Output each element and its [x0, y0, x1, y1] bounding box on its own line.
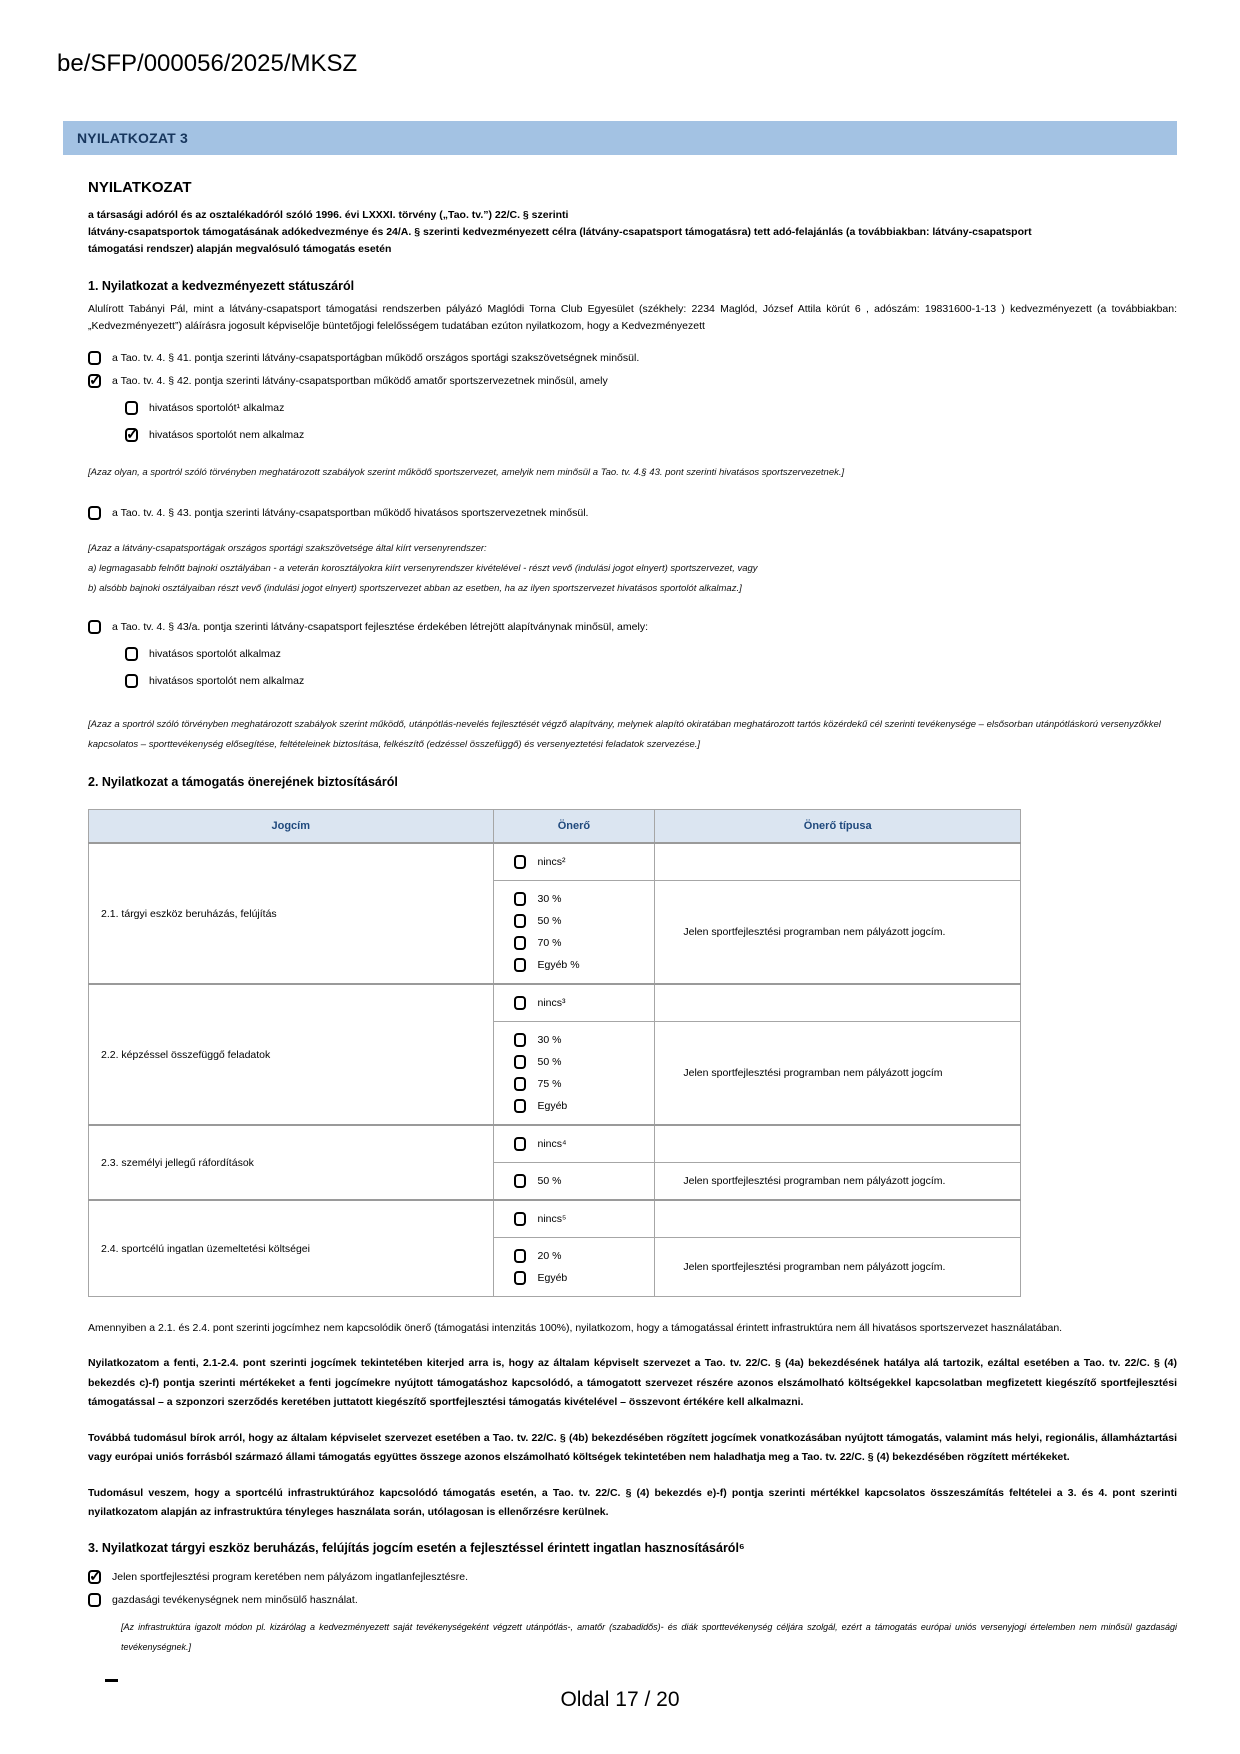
paragraph-intensity: Amennyiben a 2.1. és 2.4. pont szerinti jogcímhez nem kapcsolódik önerő (támogatási intenzitás 100%), nyilatkozom, hogy a támogatással érintett infrastruktúra nem áll hivatásos sportszervezet használatában. [88, 1322, 1063, 1335]
checkbox-option[interactable] [514, 1055, 526, 1069]
section3-heading: 3. Nyilatkozat tárgyi eszköz beruházás, felújítás jogcím esetén a fejlesztéssel érintett ingatlan hasznosításáról⁶ [88, 1541, 745, 1556]
checkbox-label: Egyéb [537, 1272, 568, 1285]
note-amateur-definition: [Azaz olyan, a sportról szóló törvényben meghatározott szabályok szerint működő sportszervezet, amelyik nem minősül a Tao. tv. 4.§ 43. pont szerinti hivatásos sportszervezetnek.] [88, 466, 845, 478]
checkbox-label: nincs⁴ [537, 1138, 567, 1151]
checkbox-nincs[interactable] [514, 1137, 526, 1151]
checkbox-row-43a-nopro [125, 674, 1177, 688]
checkbox-non-economic-use[interactable] [88, 1593, 101, 1607]
onero-tipusa-cell [655, 843, 1021, 881]
checkbox-label: 70 % [537, 937, 562, 950]
checkbox-label: 75 % [537, 1078, 562, 1091]
checkbox-row-tao-43 [88, 506, 1177, 520]
note-infrastructure-use: [Az infrastruktúra igazolt módon pl. kizárólag a kedvezményezett saját tevékenységeként végzett utánpótlás-, amatőr (szabadidős)- és diák sporttevékenység céljára szolgál, ezért a támogatás európai uniós versenyjogi értelemben nem minősül gazdasági tevékenységnek.] [121, 1622, 1177, 1652]
checkbox-label: 30 % [537, 1034, 562, 1047]
checkbox-tao-41[interactable] [88, 351, 101, 365]
checkbox-43a-pro-athlete[interactable] [125, 647, 138, 661]
declaration-subtitle [88, 207, 1177, 257]
checkbox-option[interactable] [514, 1249, 526, 1263]
checkbox-nincs[interactable] [514, 855, 526, 869]
onero-tipusa-cell [655, 1125, 1021, 1163]
onero-nincs-cell [493, 843, 655, 881]
subtitle-line: támogatási rendszer) alapján megvalósuló támogatás esetén [88, 242, 392, 255]
document-number: be/SFP/000056/2025/MKSZ [57, 50, 358, 77]
checkbox-label: nincs² [537, 856, 566, 869]
note-line: b) alsóbb bajnoki osztályaiban részt vevő (indulási jogot elnyert) sportszervezet abban az esetben, ha az ilyen sportszervezet hivatásos sportolót alkalmaz.] [88, 582, 742, 594]
checkbox-label: 50 % [537, 1056, 562, 1069]
section2-heading: 2. Nyilatkozat a támogatás önerejének biztosításáról [88, 774, 398, 789]
checkbox-row-non-economic [88, 1593, 1177, 1607]
note-line: [Azaz a látvány-csapatsportágak országos sportági szakszövetsége által kiírt versenyrendszer: [88, 542, 487, 554]
checkbox-43a-no-pro-athlete[interactable] [125, 674, 138, 688]
checkbox-42-pro-athlete[interactable] [125, 401, 138, 415]
jogcim-cell: 2.3. személyi jellegű ráfordítások [89, 1125, 494, 1200]
checkbox-label: hivatásos sportolót nem alkalmaz [149, 674, 305, 687]
document-content [88, 179, 1177, 1682]
onero-nincs-cell [493, 984, 655, 1022]
checkbox-42-no-pro-athlete[interactable] [125, 428, 138, 442]
table-row [89, 984, 1021, 1022]
onero-tipusa-cell: Jelen sportfejlesztési programban nem pályázott jogcím. [655, 1163, 1021, 1201]
checkbox-tao-43[interactable] [88, 506, 101, 520]
onero-options-cell [493, 1163, 655, 1201]
checkbox-label: Egyéb % [537, 959, 580, 972]
jogcim-cell: 2.1. tárgyi eszköz beruházás, felújítás [89, 843, 494, 984]
checkbox-option[interactable] [514, 1099, 526, 1113]
checkbox-label: hivatásos sportolót alkalmaz [149, 647, 281, 660]
checkbox-label: nincs³ [537, 997, 566, 1010]
section-banner [63, 121, 1177, 155]
checkbox-label: nincs⁵ [537, 1213, 567, 1226]
section1-heading: 1. Nyilatkozat a kedvezményezett státuszáról [88, 279, 355, 294]
checkbox-option[interactable] [514, 936, 526, 950]
checkbox-label: gazdasági tevékenységnek nem minősülő használat. [112, 1594, 358, 1607]
onero-tipusa-cell: Jelen sportfejlesztési programban nem pályázott jogcím [655, 1022, 1021, 1126]
table-row [89, 1200, 1021, 1238]
checkbox-label: 20 % [537, 1250, 562, 1263]
table-header-row [89, 809, 1021, 843]
checkbox-label: a Tao. tv. 4. § 41. pontja szerinti látvány-csapatsportágban működő országos sportági szakszövetségnek minősül. [112, 351, 640, 364]
onero-options-cell [493, 1238, 655, 1297]
checkbox-label: 50 % [537, 1175, 562, 1188]
checkbox-option[interactable] [514, 1033, 526, 1047]
checkbox-label: a Tao. tv. 4. § 43. pontja szerinti látvány-csapatsportban működő hivatásos sportszervezetnek minősül. [112, 506, 589, 519]
checkbox-row-tao-42 [88, 374, 1177, 388]
column-header-jogcim: Jogcím [89, 809, 494, 843]
checkbox-option[interactable] [514, 958, 526, 972]
checkbox-tao-43a[interactable] [88, 620, 101, 634]
checkbox-row-42-nopro [125, 428, 1177, 442]
checkbox-option[interactable] [514, 914, 526, 928]
checkbox-nincs[interactable] [514, 1212, 526, 1226]
checkbox-option[interactable] [514, 892, 526, 906]
onero-tipusa-cell [655, 984, 1021, 1022]
checkbox-row-42-pro [125, 401, 1177, 415]
table-row [89, 1125, 1021, 1163]
checkbox-label: hivatásos sportolót nem alkalmaz [149, 428, 305, 441]
checkbox-tao-42[interactable] [88, 374, 101, 388]
checkbox-nincs[interactable] [514, 996, 526, 1010]
onero-nincs-cell [493, 1200, 655, 1238]
onero-tipusa-cell: Jelen sportfejlesztési programban nem pályázott jogcím. [655, 881, 1021, 985]
checkbox-label: Egyéb [537, 1100, 568, 1113]
checkbox-label: 30 % [537, 893, 562, 906]
note-line: a) legmagasabb felnőtt bajnoki osztályában - a veterán korosztályokra kiírt versenyrendszer kivételével - részt vevő (indulási jogot elnyert) sportszervezet, vagy [88, 562, 758, 574]
checkbox-row-tao-41 [88, 351, 1177, 365]
jogcim-cell: 2.2. képzéssel összefüggő feladatok [89, 984, 494, 1125]
checkbox-row-tao-43a [88, 620, 1177, 634]
checkbox-option[interactable] [514, 1174, 526, 1188]
jogcim-cell: 2.4. sportcélú ingatlan üzemeltetési költségei [89, 1200, 494, 1297]
subtitle-line: a társasági adóról és az osztalékadóról szóló 1996. évi LXXXI. törvény („Tao. tv.”) 22/C. § szerinti [88, 209, 569, 221]
onero-nincs-cell [493, 1125, 655, 1163]
checkbox-label: 50 % [537, 915, 562, 928]
checkbox-label: hivatásos sportolót¹ alkalmaz [149, 401, 285, 414]
onero-table [88, 809, 1021, 1298]
page-number: Oldal 17 / 20 [560, 1688, 680, 1711]
column-header-onero-tipusa: Önerő típusa [655, 809, 1021, 843]
paragraph-infra-check: Tudomásul veszem, hogy a sportcélú infrastruktúrához kapcsolódó támogatás esetén, a Tao. tv. 22/C. § (4) bekezdés e)-f) pontja szerinti mértékkel kapcsolatos összeszámítás feltételei a 3. és 4. pont szerinti nyilatkozatom alapján az infrastruktúra tényleges használata során, utólagosan is ellenőrzésre kerülnek. [88, 1486, 1177, 1518]
checkbox-label: a Tao. tv. 4. § 43/a. pontja szerinti látvány-csapatsport fejlesztése érdekében létrejött alapítványnak minősül, amely: [112, 620, 648, 633]
paragraph-limit-4b: Továbbá tudomásul bírok arról, hogy az általam képviselet szervezet esetében a Tao. tv. 22/C. § (4b) bekezdésében rögzített jogcímek vonatkozásában nyújtott támogatás, valamint más helyi, regionális, államháztartási vagy európai uniós forrásból származó állami támogatás együttes összege azonos elszámolható költségek tekintetében nem haladhatja meg a Tao. tv. 22/C. § (4) bekezdésében rögzített mértékeket. [88, 1431, 1177, 1464]
declaration-title: NYILATKOZAT [88, 179, 192, 196]
table-row [89, 843, 1021, 881]
checkbox-row-no-property [88, 1570, 1177, 1584]
checkbox-option[interactable] [514, 1077, 526, 1091]
checkbox-row-43a-pro [125, 647, 1177, 661]
checkbox-option[interactable] [514, 1271, 526, 1285]
checkbox-no-property-development[interactable] [88, 1570, 101, 1584]
column-header-onero: Önerő [493, 809, 655, 843]
subtitle-line: látvány-csapatsportok támogatásának adókedvezménye és 24/A. § szerinti kedvezményezett célra (látvány-csapatsport támogatásra) tett adó-felajánlás (a továbbiakban: látvány-csapatsport [88, 225, 1032, 238]
page-break-dash [105, 1679, 118, 1682]
banner-title: NYILATKOZAT 3 [77, 130, 188, 146]
checkbox-label: a Tao. tv. 4. § 42. pontja szerinti látvány-csapatsportban működő amatőr sportszervezetnek minősül, amely [112, 374, 608, 387]
section1-intro: Alulírott Tabányi Pál, mint a látvány-csapatsport támogatási rendszerben pályázó Maglódi Torna Club Egyesület (székhely: 2234 Maglód, József Attila körút 6 , adószám: 19831600-1-13 ) kedvezményezett (a továbbiakban: „Kedvezményezett”) aláírásra jogosult képviselője büntetőjogi felelősségem tudatában ezúton nyilatkozom, hogy a Kedvezményezett [88, 303, 1177, 332]
note-foundation-definition: [Azaz a sportról szóló törvényben meghatározott szabályok szerint működő, utánpótlás-nevelés fejlesztését végző alapítvány, melynek alapító okiratában meghatározott tartós közérdekű cél szerinti tevékenysége – elsősorban utánpótláskorú versenyzőkkel kapcsolatos – sporttevékenység elősegítése, feltételeinek biztosítása, felkészítő (edzéssel összefüggő) és versenyeztetési feladatok szervezése.] [88, 718, 1161, 750]
onero-tipusa-cell [655, 1200, 1021, 1238]
paragraph-scope-4a: Nyilatkozatom a fenti, 2.1-2.4. pont szerinti jogcímek tekintetében kiterjed arra is, hogy az általam képviselt szervezet a Tao. tv. 22/C. § (4a) bekezdésének hatálya alá tartozik, ezáltal esetében a Tao. tv. 22/C. § (4) bekezdés c)-f) pontja szerinti mértékeket a fenti jogcímekre nyújtott támogatáshoz kapcsolódó, a támogatott szervezet részére azonos elszámolható költségekkel kapcsolatban megfizetett kiegészítő sportfejlesztési támogatással – a szponzori szerződés keretében juttatott kiegészítő sportfejlesztési támogatás kivételével – összevont értékére kell alkalmazni. [88, 1357, 1177, 1409]
onero-tipusa-cell: Jelen sportfejlesztési programban nem pályázott jogcím. [655, 1238, 1021, 1297]
note-pro-definition [88, 539, 1177, 599]
checkbox-label: Jelen sportfejlesztési program keretében nem pályázom ingatlanfejlesztésre. [112, 1571, 469, 1584]
onero-options-cell [493, 881, 655, 985]
onero-options-cell [493, 1022, 655, 1126]
